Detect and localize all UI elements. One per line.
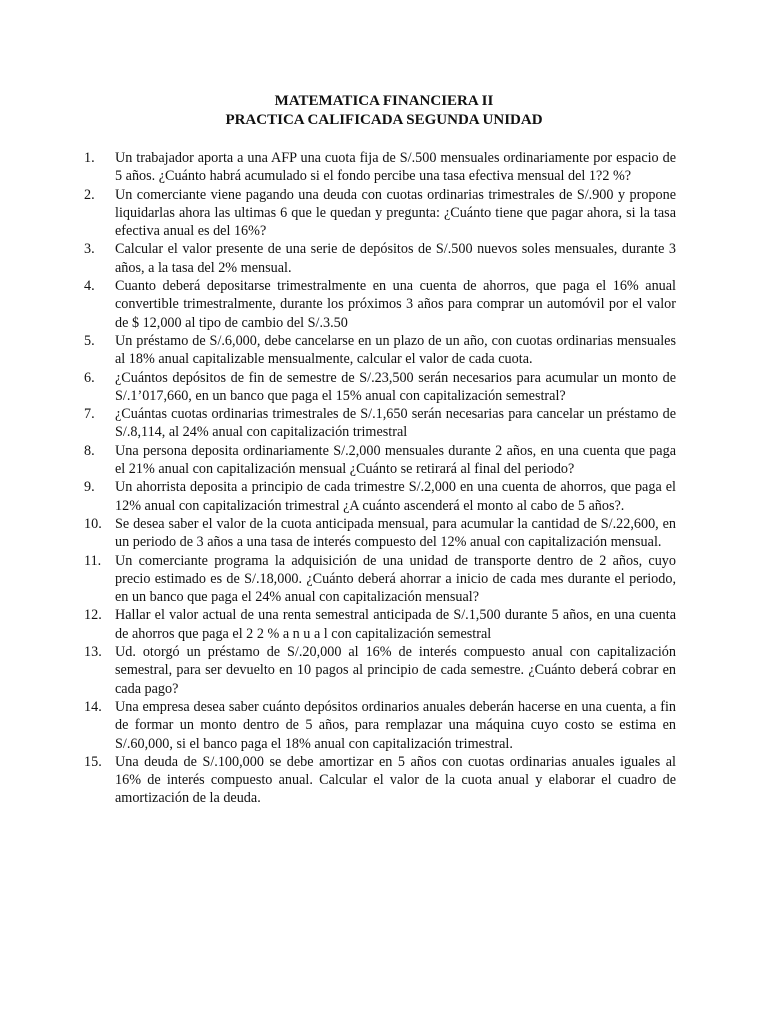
problem-number: 8. bbox=[84, 442, 95, 459]
problem-text: Una persona deposita ordinariamente S/.2,000 mensuales durante 2 años, en una cuenta que paga el 21% anual con capitalización mensual ¿Cuánto se retirará al final del periodo? bbox=[115, 442, 676, 478]
problem-text: Una empresa desea saber cuánto depósitos ordinarios anuales deberán hacerse en una cuenta, a fin de formar un monto dentro de 5 años, para remplazar una máquina cuyo costo se estima en S/.60,000, si el banco paga el 18% anual con capitalización trimestral. bbox=[115, 698, 676, 752]
problem-item bbox=[84, 332, 676, 369]
problem-text: Calcular el valor presente de una serie de depósitos de S/.500 nuevos soles mensuales, durante 3 años, a la tasa del 2% mensual. bbox=[115, 241, 676, 276]
problem-number: 3. bbox=[84, 241, 95, 258]
problem-item bbox=[84, 643, 676, 698]
problem-item bbox=[84, 552, 676, 607]
title-block bbox=[0, 92, 768, 130]
document-title: MATEMATICA FINANCIERA II bbox=[274, 93, 494, 109]
problem-number: 9. bbox=[84, 479, 95, 496]
problem-number: 14. bbox=[84, 698, 102, 715]
problem-number: 7. bbox=[84, 406, 95, 423]
problem-item bbox=[84, 186, 676, 241]
problem-number: 12. bbox=[84, 607, 102, 624]
problem-text: ¿Cuántos depósitos de fin de semestre de S/.23,500 serán necesarios para acumular un monto de S/.1’017,660, en un banco que paga el 15% anual con capitalización semestral? bbox=[115, 369, 676, 404]
problem-text: Un ahorrista deposita a principio de cada trimestre S/.2,000 en una cuenta de ahorros, que paga el 12% anual con capitalización trimestral ¿A cuánto ascenderá el monto al cabo de 5 años?. bbox=[115, 479, 676, 514]
problem-text: Ud. otorgó un préstamo de S/.20,000 al 16% de interés compuesto anual con capitalización semestral, para ser devuelto en 10 pagos al principio de cada semestre. ¿Cuánto deberá cobrar en cada pago? bbox=[115, 644, 676, 697]
problem-item bbox=[84, 753, 676, 808]
document-subtitle: PRACTICA CALIFICADA SEGUNDA UNIDAD bbox=[225, 112, 543, 128]
problem-item bbox=[84, 149, 676, 186]
problem-number: 4. bbox=[84, 278, 95, 295]
problem-item bbox=[84, 698, 676, 753]
problem-list bbox=[84, 149, 676, 808]
problem-text: Un comerciante programa la adquisición de una unidad de transporte dentro de 2 años, cuyo precio estimado es de S/.18,000. ¿Cuánto deberá ahorrar a inicio de cada mes durante el periodo, en un banco que paga el 24% anual con capitalización mensual? bbox=[115, 552, 676, 606]
problem-number: 6. bbox=[84, 369, 95, 386]
problem-text: Se desea saber el valor de la cuota anticipada mensual, para acumular la cantidad de S/.22,600, en un periodo de 3 años a una tasa de interés compuesto del 12% anual con capitalización mensual. bbox=[115, 515, 676, 551]
problem-text: ¿Cuántas cuotas ordinarias trimestrales de S/.1,650 serán necesarias para cancelar un préstamo de S/.8,114, al 24% anual con capitalización trimestral bbox=[115, 406, 676, 441]
problem-item bbox=[84, 478, 676, 515]
problem-text: Un préstamo de S/.6,000, debe cancelarse en un plazo de un año, con cuotas ordinarias mensuales al 18% anual capitalizable mensualmente, calcular el valor de cada cuota. bbox=[115, 332, 676, 368]
problem-text: Un trabajador aporta a una AFP una cuota fija de S/.500 mensuales ordinariamente por espacio de 5 años. ¿Cuánto habrá acumulado si el fondo percibe una tasa efectiva mensual del 1?2 %? bbox=[115, 150, 676, 185]
problem-item bbox=[84, 277, 676, 332]
problem-number: 11. bbox=[84, 552, 102, 569]
problem-item bbox=[84, 606, 676, 643]
problem-item bbox=[84, 369, 676, 406]
problem-item bbox=[84, 515, 676, 552]
problem-number: 5. bbox=[84, 332, 95, 349]
problem-text: Cuanto deberá depositarse trimestralmente en una cuenta de ahorros, que paga el 16% anual convertible trimestralmente, durante los próximos 3 años para comprar un automóvil por el valor de $ 12,000 al tipo de cambio del S/.3.50 bbox=[115, 278, 676, 331]
problem-number: 13. bbox=[84, 644, 102, 661]
problem-item bbox=[84, 240, 676, 277]
problem-item bbox=[84, 405, 676, 442]
problem-number: 15. bbox=[84, 753, 102, 770]
problem-number: 10. bbox=[84, 515, 102, 532]
problem-text: Un comerciante viene pagando una deuda con cuotas ordinarias trimestrales de S/.900 y propone liquidarlas ahora las ultimas 6 que le quedan y pregunta: ¿Cuánto tiene que pagar ahora, si la tasa efectiva anual es del 16%? bbox=[115, 186, 676, 240]
problem-number: 1. bbox=[84, 150, 95, 166]
problem-item bbox=[84, 442, 676, 479]
problem-number: 2. bbox=[84, 186, 95, 203]
problem-text: Una deuda de S/.100,000 se debe amortizar en 5 años con cuotas ordinarias anuales iguales al 16% de interés compuesto anual. Calcular el valor de la cuota anual y elaborar el cuadro de amortización de la deuda. bbox=[115, 753, 676, 807]
problem-text: Hallar el valor actual de una renta semestral anticipada de S/.1,500 durante 5 años, en una cuenta de ahorros que paga el 2 2 % a n u a l con capitalización semestral bbox=[115, 607, 676, 642]
